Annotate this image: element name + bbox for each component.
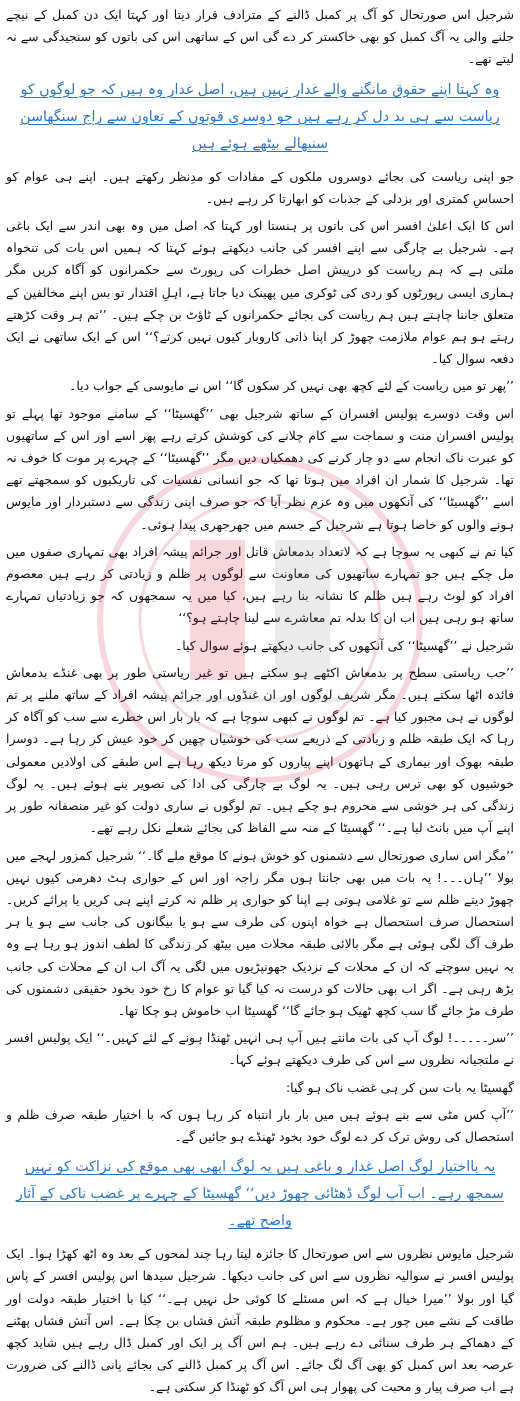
paragraph-1: شرجیل اس صورتحال کو آگ پر کمبل ڈالنے کے مترادف قرار دیتا اور کہتا ایک دن کمبل کے نیچے جلنے والی یہ آگ کمبل کو بھی خاکستر کر دے گی اس کے ساتھی اس کی باتوں کو سنجیدگی سے نہ لیتے تھے۔ [6,7,514,67]
paragraph-5: اس وقت دوسرے پولیس افسران کے ساتھ شرجیل بھی ’’گھسیٹا‘‘ کے سامنے موجود تھا پہلے تو پولیس افسران منت و سماجت سے کام چلانے کی کوشش کرتے رہے پھر اسے اور اس کے ساتھیوں کو عبرت ناک انجام سے دو چار کرنے کی دھمکیاں دیں مگر ’’گھسیٹا‘‘ کے چہرے پر موت کا خوف نہ تھا۔ شرجیل کا شمار ان افراد میں ہوتا تھا کہ جو انسانی نفسیات کی تاریکیوں کو سمجھتے تھے اسے ’’گھسیٹا‘‘ کی آنکھوں میں وہ عزم نظر آیا کہ جو صرف اپنی زندگی سے دستبردار اور مایوس ہونے والوں کو خاصا ہوتا ہے شرجیل کے جسم میں جھرجھری پیدا ہوئی۔ [6,405,514,532]
highlight-quote-1: وہ کہتا اپنے حقوق مانگنے والے غدار نہیں ہیں، اصل غدار وہ ہیں کہ جو لوگوں کو ریاست سے ہی بد دل کر رہے ہیں جو دوسری قوتوں کے تعاون سے راج سنگھاسن سنبھالے بیٹھے ہوئے ہیں [20,81,500,152]
paragraph-2: جو اپنی ریاست کی بجائے دوسروں ملکوں کے مفادات کو مدِنظر رکھتے ہیں۔ اپنے ہی عوام کو احساسِ کمتری اور بزدلی کے جذبات کو ابھارتا کر رہے ہیں۔ [6,168,514,206]
paragraph-8: ’’جب ریاستی سطح پر بدمعاش اکٹھے ہو سکتے ہیں تو غیر ریاستی طور پر بھی غنڈے بدمعاش فائدہ اٹھا سکتے ہیں۔ مگر شریف لوگوں اور ان غنڈوں اور جرائم پیشہ افراد کے ساتھ ملنے پر تم لوگوں نے ہی مجبور کیا ہے۔ تم لوگوں نے کبھی سوچا ہے کہ بار بار اس خطرے سے سب کو آگاہ کر رہا کہ ایک طبقہ ظلم و زیادتی کے ذریعے سب کی خوشیاں چھین کر خود عیش کر رہا ہے۔ دوسرا طبقہ بھوک اور بیماری کے ہاتھوں اپنے پیاروں کو مرتا دیکھ رہا ہے اس طبقے کی اولادیں معمولی خوشیوں کو بھی ترس رہی ہیں۔ یہ لوگ بے چارگی کی ادا کی تصویر بنے ہوئے ہیں۔ یہ لوگ زندگی کی ہر خوشی سے محروم ہو چکے ہیں۔ تم لوگوں نے ساری دولت کو غیر منصفانہ طور پر اپنے آپ میں بانٹ لیا ہے۔‘‘ گھسیٹا کے منہ سے الفاظ کی بجائے شعلے نکل رہے تھے۔ [6,664,514,836]
paragraph-7: شرجیل نے ’’گھسیٹا‘‘ کی آنکھوں کی جانب دیکھتے ہوئے سوال کیا۔ [174,637,514,653]
paragraph-11: گھسیٹا یہ بات سن کر ہی غضب ناک ہو گیا: [285,1079,514,1095]
paragraph-3: اس کا ایک اعلیٰ افسر اس کی باتوں پر ہنستا اور کہتا کہ اصل میں وہ بھی اندر سے ایک باغی ہے۔ شرجیل بے چارگی سے اپنے افسر کی جانب دیکھتے ہوئے کہتا کہ ہمیں اس بات کی تنخواہ ملتی ہے کہ ہم ریاست کو درپیش اصل خطرات کی رپورٹ سے حکمرانوں کو آگاہ کریں مگر ہماری ایسی رپورٹوں کو ردی کی ٹوکری میں پھینک دیا جاتا ہے، اہلِ اقتدار تو بس اپنے مخالفین کے متعلق جاننا چاہتے ہیں ہم ریاست کی بجائے حکمرانوں کے ٹاؤٹ بن چکے ہیں۔ ’’تم ہر وقت کڑھتے رہتے ہو ہم عوام ملازمت چھوڑ کر اپنا ذاتی کاروبار کیوں نہیں کرتے؟‘‘ اس کے ایک ساتھی نے ایک دفعہ سوال کیا۔ [6,218,514,367]
paragraph-12: ’’آپ کس مٹی سے بنے ہوئے ہیں میں بار بار انتباہ کر رہا ہوں کہ با اختیار طبقہ صرف ظلم و استحصال کی روش ترک کر دے لوگ خود بخود ٹھنڈے ہو جائیں گے۔ [6,1106,514,1144]
paragraph-6: کیا تم نے کبھی یہ سوچا ہے کہ لاتعداد بدمعاش قاتل اور جرائم پیشہ افراد بھی تمہاری صفوں میں مل چکے ہیں جو تمہارے ساتھیوں کی معاونت سے لوگوں پر ظلم و زیادتی کر رہے ہیں معصوم افراد کو لوٹ رہے ہیں ظلم کا نشانہ بنا رہے ہیں، کیا میں یہ سمجھوں کہ جو زیادتیاں تمہارے ساتھ ہو رہی ہیں اب ان کا بدلہ تم معاشرے سے لینا چاہتے ہو؟‘‘ [6,543,514,626]
highlight-quote-2: یہ بااختیار لوگ اصل غدار و باغی ہیں یہ لوگ ابھی بھی موقع کی نزاکت کو نہیں سمجھ رہے۔ اب آپ لوگ ڈھٹائی چھوڑ دیں‘‘ گھسیٹا کے چہرے پر غضب ناکی کے آثار واضح تھے۔ [16,1159,504,1230]
paragraph-10: ’’سر۔۔۔۔۔! لوگ آپ کی بات مانتے ہیں آپ ہی انہیں ٹھنڈا ہونے کے لئے کہیں۔‘‘ ایک پولیس افسر نے ملتجیانہ نظروں سے اس کی طرف دیکھتے ہوئے کہا۔ [6,1030,514,1068]
paragraph-4: ’’پھر تو میں ریاست کے لئے کچھ بھی نہیں کر سکوں گا‘‘ اس نے مایوسی کے جواب دیا۔ [69,378,514,394]
paragraph-13: شرجیل مایوس نظروں سے اس صورتحال کا جائزہ لیتا رہا چند لمحوں کے بعد وہ اٹھ کھڑا ہوا۔ ایک پولیس افسر نے سوالیہ نظروں سے اس کی جانب دیکھا۔ شرجیل سیدھا اس پولیس افسر کے پاس گیا اور بولا ’’میرا خیال ہے کہ اس مسئلے کا کوئی حل نہیں ہے۔‘‘ کیا با اختیار طبقہ دولت اور طاقت کے نشے میں چور ہے۔ محکوم و مظلوم طبقہ آتش فشاں بن چکا ہے۔ اس آتش فشاں پھٹنے کے دھماکے ہر طرف سنائی دے رہے ہیں۔ ہم اس آگ پر ایک اور کمبل ڈال رہے ہیں شاید کچھ عرصہ بعد اس کمبل کو بھی آگ لگ جائے۔ اس آگ پر کمبل ڈالنے کی بجائے پانی ڈالنے کی ضرورت ہے اب صرف پیار و محبت کی پھوار ہی اس آگ کو ٹھنڈا کر سکتی ہے۔ [6,1246,514,1395]
paragraph-9: ’’مگر اس ساری صورتحال سے دشمنوں کو خوش ہونے کا موقع ملے گا۔‘‘ شرجیل کمزور لہجے میں بولا ’’ہاں۔۔۔! یہ بات میں بھی جانتا ہوں مگر راجہ اور اس کے حواری ہٹ دھرمی کیوں نہیں چھوڑ دیتے ظلم سے تو غلامی ہوتی ہے اپنا کو حواری پر ظلم نہ کرتے اپنے ہی کریں یا پرائے کریں۔ استحصال صرف استحصال ہے خواہ اپنوں کی طرف سے ہو یا بیگانوں کی جانب سے ہو یا ہر طرف آگ لگی ہوئی ہے مگر بالائی طبقہ محلات میں بیٹھ کر زندگی کا لطف اندوز ہو رہا ہے وہ یہ نہیں سوچتے کہ ان کے محلات کے نزدیک جھونپڑیوں میں لگی یہ آگ اب ان کے محلات کی جانب بڑھ رہی ہے۔ اگر اب بھی حالات کو درست نہ کیا گیا تو عوام کا رخ خود بخود حقیقی دشمنوں کی طرف مڑ جائے گا سب کچھ ٹھیک ہو جائے گا‘‘ گھسیٹا اب خاموش ہو چکا تھا۔ [6,847,514,1018]
